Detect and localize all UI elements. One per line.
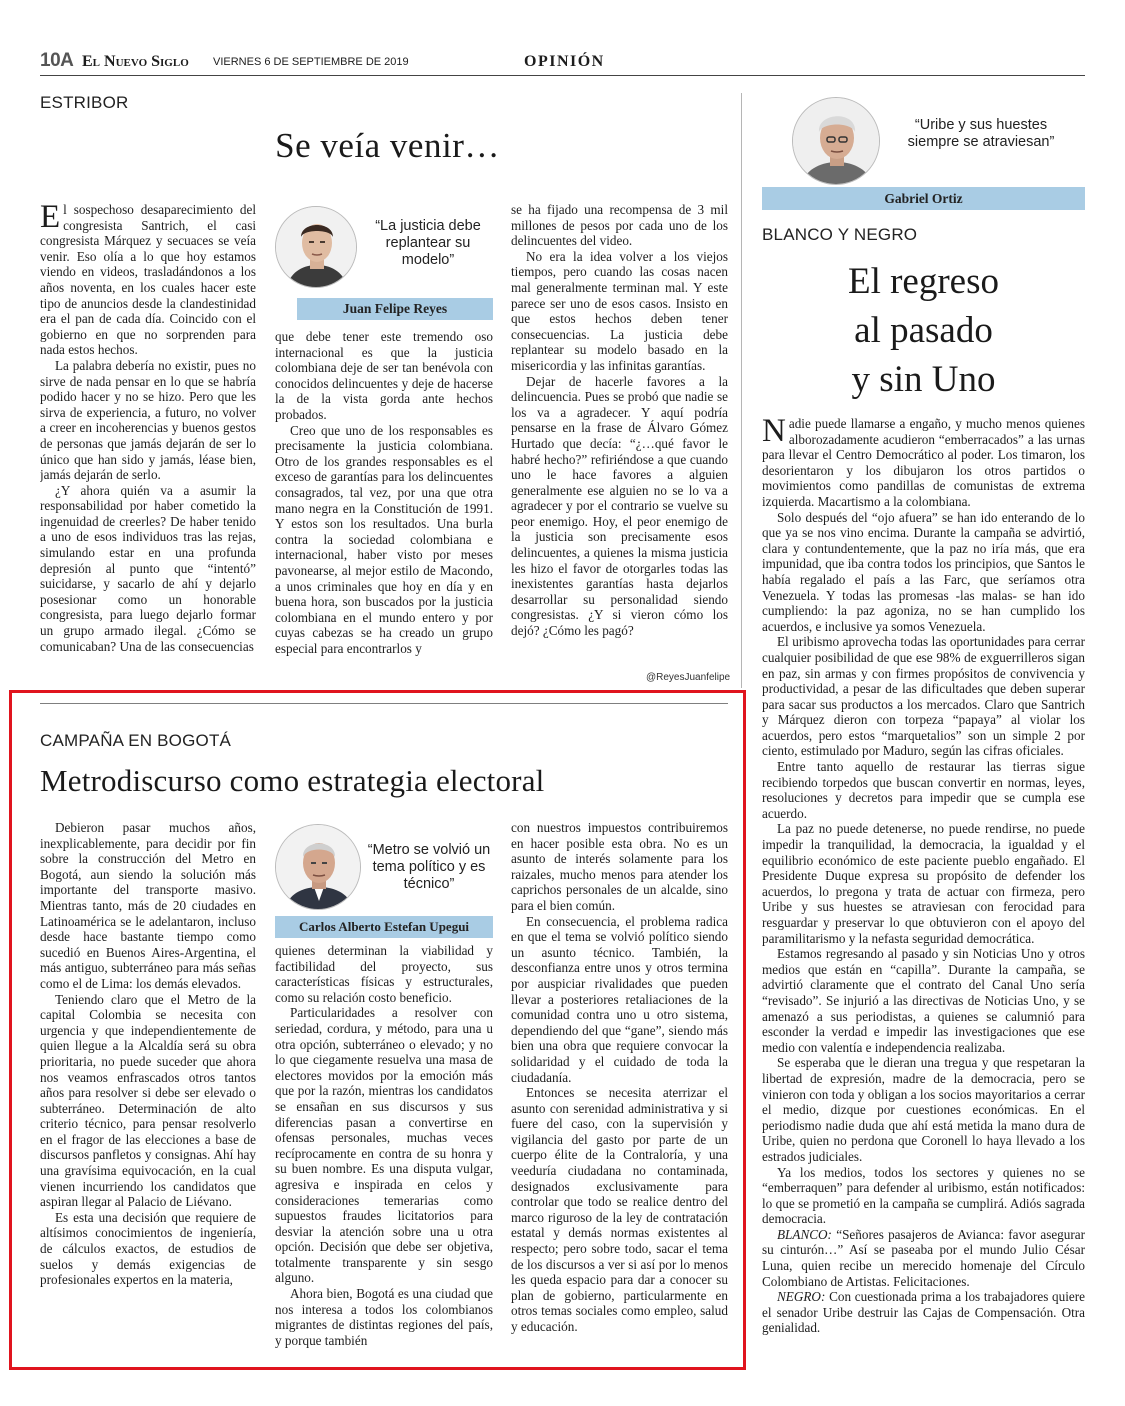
campana-column-1 <box>40 820 256 1350</box>
paragraph: Solo después del “ojo afuera” se han ido enterando de lo que ya se nos vino encima. Durante la campaña se advirtió, clara y contundentemente, que la paz no iría más, que era impunidad, que iba contra todos los principios, que Santos le había regalado el país a las Farc, que seríamos otra Venezuela. Y todas las promesas -las malas- se han ido cumpliendo: la paz agoniza, no se han cumplido los acuerdos, e inclusive ya somos Venezuela. <box>762 509 1085 634</box>
author-social-handle: @ReyesJuanfelipe <box>646 672 731 683</box>
section-divider <box>40 703 728 704</box>
estribor-kicker: ESTRIBOR <box>40 93 129 112</box>
author-name: Carlos Alberto Estefan Upegui <box>275 916 493 938</box>
paragraph: quienes determinan la viabilidad y factibilidad del proyecto, sus características físicas y estructurales, como su relación costo beneficio. <box>275 943 493 1005</box>
headline-line: al pasado <box>854 310 993 351</box>
campana-column-3 <box>511 820 728 1350</box>
negro-note: NEGRO: Con cuestionada prima a los trabajadores quiere el senador Uribe destruir las Cajas de Compensación. Otra genialidad. <box>762 1289 1085 1336</box>
newspaper-name: El Nuevo Siglo <box>82 53 189 70</box>
paragraph: La palabra debería no existir, pues no sirve de nada pensar en lo que se habría podido hacer y no se hizo. Pero que les sirva de experiencia, a futuro, no volver a creer en incoherencias y buenos gestos de personas que jamás dejarán de ser lo único que han sido y jamás, léase bien, jamás dejarán de serlo. <box>40 357 256 483</box>
campana-column-2 <box>275 943 493 1350</box>
paragraph: Es esta una decisión que requiere de altísimos conocimientos de ingeniería, de cálculos exactos, de estudios de suelos y demás exigencias de profesionales expertos en la materia, <box>40 1209 256 1288</box>
person-portrait-icon <box>276 825 361 910</box>
estribor-column-1 <box>40 202 256 688</box>
paragraph: Particularidades a resolver con seriedad, cordura, y método, para una u otra opción, subterráneo o elevado; y no lo que ciegamente resuelva una masa de electores movidos por la emoción más que por la razón, mientras los candidatos se ensañan en sus discursos y sus diferencias pasan a convertirse en ofensas personales, muchas veces recíprocamente en contra de su honra y su buen nombre. Es una disputa vulgar, agresiva e inspirada en celos y consideraciones temerarias como supuestos fraudes licitatorios para desviar la atención sobre una u otra opción. Decisión que debe ser objetiva, totalmente transparente y sin sesgo alguno. <box>275 1005 493 1286</box>
section-name: OPINIÓN <box>524 53 605 70</box>
paragraph: Teniendo claro que el Metro de la capital Colombia se necesita con urgencia y que independientemente de quien llegue a la Alcaldía será su obra prioritaria, no puede suceder que ahora nos veamos enfrascados otros tantos años para resolver si debe ser elevado o subterráneo. Determinación de alto criterio técnico, para pensar resolverlo en el fragor de las elecciones a base de discursos panfletos y consignas. Ahí hay una gravísima equivocación, en la cual vienen incurriendo los candidatos que aspiran llegar al Palacio de Liévano. <box>40 991 256 1210</box>
blanco-label: BLANCO: <box>777 1226 832 1242</box>
paragraph: Ya los medios, todos los sectores y quienes no se “emberraquen” para defender al uribismo, están notificados: lo que se prometió en la campaña se cumplirá. Adiós sagrada democracia. <box>762 1164 1085 1227</box>
paragraph: Ahora bien, Bogotá es una ciudad que nos interesa a todos los colombianos migrantes de distintas regiones del país, y porque también <box>275 1286 493 1348</box>
author-box-juan-felipe-reyes <box>275 202 493 322</box>
pull-quote: “La justicia debe replantear su modelo” <box>375 218 481 268</box>
column-divider <box>741 93 742 688</box>
pull-quote: “Uribe y sus huestes siempre se atraviesan” <box>907 117 1055 150</box>
headline-line: El regreso <box>847 261 1000 302</box>
paragraph: No era la idea volver a los viejos tiempos, pero cuando las cosas nacen mal generalmente terminan mal. Y este parece ser uno de esos casos. Insisto en que estos hechos deben tener consecuencias. La justicia debe replantear su modelo basado en la misericordia y las infinitas garantías. <box>511 248 728 373</box>
author-photo <box>275 824 361 910</box>
person-portrait-icon <box>276 207 357 288</box>
author-photo <box>792 97 880 185</box>
author-name: Gabriel Ortiz <box>762 187 1085 210</box>
author-name: Juan Felipe Reyes <box>297 298 493 320</box>
paragraph: Estamos regresando al pasado y sin Noticias Uno y otros medios que están en “capilla”. Durante la campaña, se advirtió claramente que el contrato del Canal Uno sería “revisado”. Se injurió a las directivas de Noticias Uno, y se amenazó a sus periodistas, a quienes se calumnió para esconder la verdad e impedir las investigaciones que ese medio con valentía e independencia realizaba. <box>762 946 1085 1055</box>
blanco-note: BLANCO: “Señores pasajeros de Avianca: favor asegurar su cinturón…” Así se paseaba por el mundo Julio César Luna, quien recibe un merecido homenaje del Círculo Colombiano de Artistas. Felicitaciones. <box>762 1226 1085 1289</box>
drop-cap: N <box>762 416 786 449</box>
paragraph: se ha fijado una recompensa de 3 mil millones de pesos por cada uno de los delincuentes del video. <box>511 202 728 249</box>
drop-cap: E <box>40 202 61 235</box>
paragraph: Dejar de hacerle favores a la delincuencia. Pues se probó que nadie se los va a agradecer. Y aquí podría pensarse en la frase de Álvaro Gómez Hurtado que decía: “¿…qué favor le habré hecho?” refiriéndose a que cuando uno le hace favores a alguien generalmente ese alguien no se lo va a agradecer y por el contrario se vuelve su peor enemigo. Hoy, el peor enemigo de la justicia son precisamente esos delincuentes, a quienes la misma justicia les hizo el favor de otorgarles todas las inexistentes garantías hasta dejarlos desarrollar su personalidad siendo congresistas. ¿Y si vieron cómo los dejó? ¿Cómo les pagó? <box>511 373 728 639</box>
blanco-negro-column <box>762 416 1085 1350</box>
paragraph: Nadie puede llamarse a engaño, y mucho menos quienes alborozadamente acudieron “emberracados” a las urnas para llevar el Centro Democrático al poder. Los timaron, los desorientaron y los dibujaron los otros partidos o movimientos como pandillas de comunistas de extrema izquierda. Macartismo a la colombiana. <box>762 416 1085 509</box>
negro-label: NEGRO: <box>777 1289 826 1305</box>
author-box-gabriel-ortiz <box>762 93 1085 211</box>
paragraph: Creo que uno de los responsables es precisamente la justicia colombiana. Otro de los grandes responsables es el exceso de garantías para los delincuentes consagrados, tal vez, por una que otra mano negra en la Constitución de 1991. Y estos son los resultados. Una burla contra la sociedad colombiana e internacional, haber visto por meses pavonearse, al mejor estilo de Macondo, a unos criminales que hoy en día y en buena hora, son buscados por la justicia colombiana en el mundo entero y por cuyas cabezas se ha creado un grupo especial para encontrarlos y <box>275 422 493 656</box>
paragraph: Se esperaba que le dieran una tregua y que respetaran la libertad de expresión, madre de la democracia, pero se vinieron con toda y obligan a los socios mayoritarios a cerrar el medio, dizque por cuestiones económicas. En el periodismo nadie duda que ahí está metida la mano dura de Uribe, quien no perdona que Coronell lo haya llevado a los estrados judiciales. <box>762 1055 1085 1164</box>
estribor-column-3 <box>511 202 728 670</box>
page-number: 10A <box>40 50 74 71</box>
estribor-headline: Se veía venir… <box>275 126 500 165</box>
headline-line: y sin Uno <box>851 359 996 400</box>
paragraph: El sospechoso desaparecimiento del congresista Santrich, el casi congresista Márquez y secuaces se veía venir. Eso olía a lo que hoy estamos viendo en videos, trasladándonos a los años noventa, en los cuales hacer este tipo de anuncios desde la clandestinidad era el pan de cada día. Coincido con el gobierno en que no sorprenden para nada estos hechos. <box>40 202 256 358</box>
pull-quote: “Metro se volvió un tema político y es técnico” <box>367 842 491 892</box>
blanco-negro-kicker: BLANCO Y NEGRO <box>762 225 918 244</box>
issue-date: VIERNES 6 DE SEPTIEMBRE DE 2019 <box>213 56 409 68</box>
paragraph: La paz no puede detenerse, no puede rendirse, no puede impedir la tranquilidad, la democracia, la igualdad y el equilibrio económico de este paciente pueblo engañado. El Presidente Duque expresa su propósito de defender los acuerdos, lo pregona y trata de actuar con firmeza, pero Uribe y sus huestes se atraviesan con ferocidad para resguardar y preservar lo que obtuvieron con el apoyo del paramilitarismo y la nefasta seguridad democrática. <box>762 821 1085 946</box>
paragraph: con nuestros impuestos contribuiremos en hacer posible esta obra. No es un asunto de interés solamente para los raizales, mucho menos para atender los caprichos personales de un alcalde, sino para el bien común. <box>511 820 728 913</box>
campana-headline: Metrodiscurso como estrategia electoral <box>40 763 545 798</box>
blanco-negro-headline <box>762 257 1085 404</box>
page-header <box>40 50 1085 76</box>
estribor-column-2 <box>275 329 493 688</box>
author-box-carlos-estefan <box>273 820 493 938</box>
paragraph: que debe tener este tremendo oso internacional es que la justicia colombiana deje de ser tan benévola con conocidos delincuentes y deje de hacerse la de la vista gorda ante hechos probados. <box>275 329 493 422</box>
person-portrait-icon <box>793 98 880 185</box>
paragraph: El uribismo aprovecha todas las oportunidades para cerrar cualquier posibilidad de que ese 98% de exguerrilleros sigan en paz, sin armas y con firmes propósitos de convivencia y productividad, a pesar de las dificultades que deben superar para sacar sus productos a los mercados. Claro que Santrich y Márquez dieron con torpeza “papaya” al violar los acuerdos, pero estos “marquetalios” son un simple 2 por ciento, estimulado por Maduro, según las cifras oficiales. <box>762 634 1085 759</box>
paragraph: Entonces se necesita aterrizar el asunto con serenidad administrativa y si fuere del caso, con la supervisión y vigilancia del gasto por parte de un cuerpo élite de la Contraloría, y una veeduría ciudadana no contaminada, designados exclusivamente para controlar que todo se realice dentro del marco riguroso de la ley de contratación estatal y demás normas existentes al respecto; pero sobre todo, sacar el tema de los discursos a ver si así por lo menos les queda espacio para dar a conocer su plan de gobierno, particularmente en otros temas sociales como empleo, salud y educación. <box>511 1085 728 1334</box>
paragraph: En consecuencia, el problema radica en que el tema se volvió político siendo un asunto técnico. También, la desconfianza entre unos y otros termina por auspiciar rivalidades que pueden llevar a posteriores retaliaciones de la comunidad contra uno u otro sistema, dependiendo del que “gane”, siendo más bien una obra que requiere convocar la solidaridad y el cuidado de toda la ciudadanía. <box>511 913 728 1085</box>
campana-kicker: CAMPAÑA EN BOGOTÁ <box>40 731 232 750</box>
paragraph: Entre tanto aquello de restaurar las tierras sigue recibiendo torpedos que buscan convertir en normas, leyes, resoluciones y decretos para impedir que se cumpla ese acuerdo. <box>762 759 1085 821</box>
author-photo <box>275 206 357 288</box>
paragraph: ¿Y ahora quién va a asumir la responsabilidad por haber cometido la ingenuidad de creerles? De haber tenido a uno de esos individuos tras las rejas, simulando estar en una profunda depresión al punto que “intentó” suicidarse, y sacarlo de ahí y dejarlo posesionar como un honorable congresista, para luego dejarlo formar un grupo armado ilegal. ¿Cómo se comunicaban? Una de las consecuencias <box>40 482 256 654</box>
paragraph: Debieron pasar muchos años, inexplicablemente, para decidir por fin sobre la construcción del Metro en Bogotá, aun siendo la solución más importante del transporte masivo. Mientras tanto, más de 20 ciudades en Latinoamérica se le adelantaron, incluso desde hace bastante tiempo como sucedió en Buenos Aires-Argentina, el más antiguo, subterráneo para más señas como el de Lima: los demás elevados. <box>40 820 256 991</box>
